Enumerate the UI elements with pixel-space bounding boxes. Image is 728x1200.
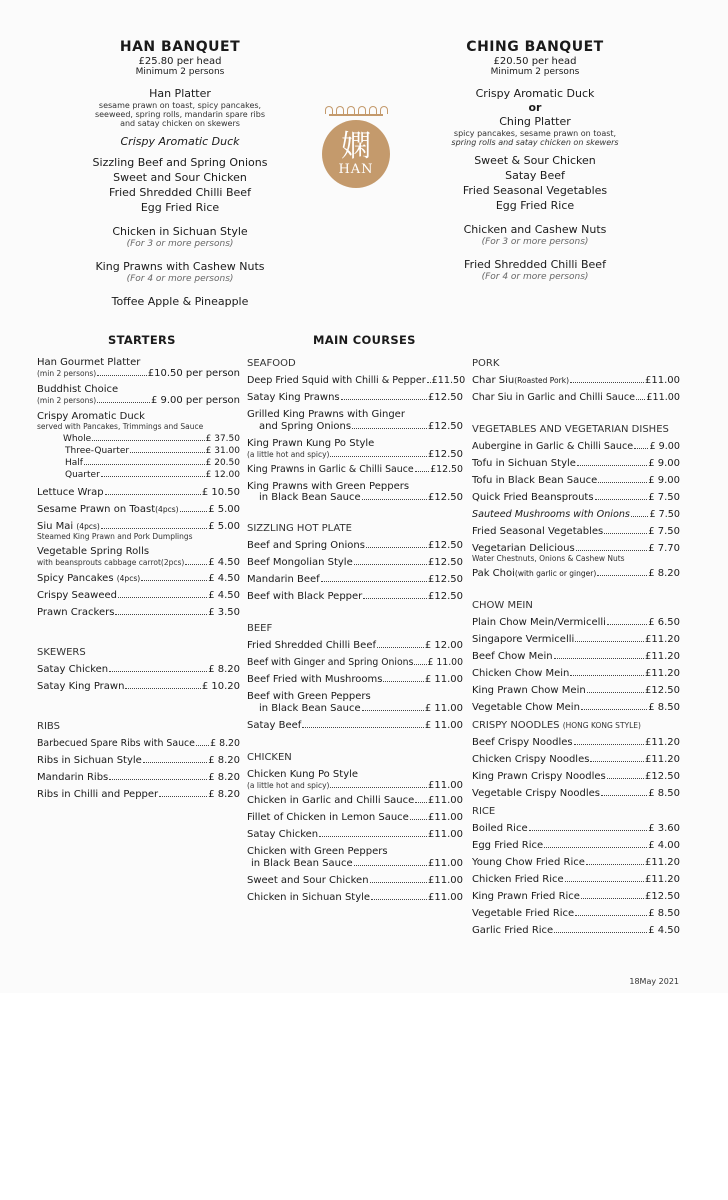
han-platter-desc-1: sesame prawn on toast, spicy pancakes,	[98, 101, 262, 110]
menu-item-han-gourmet: Han Gourmet Platter (min 2 persons) £10.50 per person	[37, 357, 240, 379]
ching-item-5: Chicken and Cashew Nuts	[463, 223, 607, 236]
menu-item-chicken-peppers: Chicken with Green Peppers in Black Bean Sauce £11.00	[247, 846, 463, 869]
logo-text: HAN	[338, 162, 374, 177]
menu-item-mushrooms: Sauteed Mushrooms with Onions £ 7.50	[472, 509, 680, 520]
vegetables-heading: VEGETABLES AND VEGETARIAN DISHES	[472, 424, 669, 435]
menu-item-ginger-beef: Beef with Ginger and Spring Onions £ 11.00	[247, 657, 463, 668]
menu-item-lettuce: Lettuce Wrap £ 10.50	[37, 487, 240, 498]
menu-item-prawn-noodles: King Prawn Crispy Noodles £12.50	[472, 771, 680, 782]
ching-banquet-price: £20.50 per head	[493, 56, 577, 67]
ching-banquet-title: CHING BANQUET	[466, 39, 604, 55]
menu-item-garlic-prawns: King Prawns in Garlic & Chilli Sauce £12.50	[247, 464, 463, 475]
menu-item-seaweed: Crispy Seaweed £ 4.50	[37, 590, 240, 601]
menu-item-mushroom-beef: Beef Fried with Mushrooms £ 11.00	[247, 674, 463, 685]
menu-item-buddhist: Buddhist Choice (min 2 persons) £ 9.00 per person	[37, 384, 240, 406]
han-item-3: Fried Shredded Chilli Beef	[109, 186, 251, 199]
menu-item-chicken-chow-mein: Chicken Chow Mein £11.20	[472, 668, 680, 679]
ching-duck: Crispy Aromatic Duck	[475, 87, 595, 100]
ribs-heading: RIBS	[37, 721, 60, 732]
menu-item-beef-onions: Beef and Spring Onions £12.50	[247, 540, 463, 551]
ching-or: or	[528, 101, 542, 114]
han-duck: Crispy Aromatic Duck	[120, 135, 240, 148]
menu-item-satay-prawn: Satay King Prawn £ 10.20	[37, 681, 240, 692]
menu-item-satay-king-prawns: Satay King Prawns £12.50	[247, 392, 463, 403]
rice-heading: RICE	[472, 806, 496, 817]
ching-banquet-minimum: Minimum 2 persons	[490, 67, 580, 77]
menu-item-sweet-sour-chicken: Sweet and Sour Chicken £11.00	[247, 875, 463, 886]
ching-item-1: Sweet & Sour Chicken	[474, 154, 596, 167]
ching-item-6: Fried Shredded Chilli Beef	[464, 258, 606, 271]
menu-item-prawn-chow-mein: King Prawn Chow Mein £12.50	[472, 685, 680, 696]
han-logo	[321, 100, 391, 188]
menu-item-sesame: Sesame Prawn on Toast(4pcs) £ 5.00	[37, 504, 240, 515]
logo-glyph: 嫻	[341, 129, 371, 164]
menu-item-satay-beef: Satay Beef £ 11.00	[247, 720, 463, 731]
menu-item-crackers: Prawn Crackers £ 3.50	[37, 607, 240, 618]
menu-item-seasonal-veg: Fried Seasonal Vegetables £ 7.50	[472, 526, 680, 537]
han-platter-desc-3: and satay chicken on skewers	[120, 119, 240, 128]
han-item-4: Egg Fried Rice	[140, 201, 220, 214]
menu-item-sichuan-ribs: Ribs in Sichuan Style £ 8.20	[37, 755, 240, 766]
menu-item-veg-delicious: Vegetarian Delicious £ 7.70 Water Chestnuts, Onions & Cashew Nuts	[472, 543, 680, 563]
menu-item-siu-mai: Siu Mai (4pcs) £ 5.00 Steamed King Prawn and Pork Dumplings	[37, 521, 240, 541]
menu-item-beef-chow-mein: Beef Chow Mein £11.20	[472, 651, 680, 662]
menu-item-beansprouts: Quick Fried Beansprouts £ 7.50	[472, 492, 680, 503]
menu-item-chilli-beef: Fried Shredded Chilli Beef £ 12.00	[247, 640, 463, 651]
starters-heading: STARTERS	[108, 333, 176, 347]
ching-item-2: Satay Beef	[505, 169, 565, 182]
menu-item-veg-rolls: Vegetable Spring Rolls with beansprouts cabbage carrot(2pcs) £ 4.50	[37, 546, 240, 568]
menu-item-beef-peppers: Beef with Green Peppers in Black Bean Sauce £ 11.00	[247, 691, 463, 714]
ching-item-4: Egg Fried Rice	[495, 199, 575, 212]
beef-heading: BEEF	[247, 623, 273, 634]
chicken-heading: CHICKEN	[247, 752, 292, 763]
menu-item-veg-noodles: Vegetable Crispy Noodles £ 8.50	[472, 788, 680, 799]
han-banquet-price: £25.80 per head	[138, 56, 222, 67]
menu-item-veg-chow-mein: Vegetable Chow Mein £ 8.50	[472, 702, 680, 713]
ching-banquet	[420, 38, 650, 283]
menu-item-mongolian: Beef Mongolian Style £12.50	[247, 557, 463, 568]
han-dessert: Toffee Apple & Pineapple	[111, 295, 249, 308]
menu-item-veg-rice: Vegetable Fried Rice £ 8.50	[472, 908, 680, 919]
duck-three-quarter: Three-Quarter £ 31.00	[65, 446, 240, 456]
menu-item-prawn-peppers: King Prawns with Green Peppers in Black Bean Sauce £12.50	[247, 481, 463, 503]
han-item-5: Chicken in Sichuan Style	[112, 225, 248, 238]
sizzling-heading: SIZZLING HOT PLATE	[247, 523, 352, 534]
menu-item-garlic-chicken: Chicken in Garlic and Chilli Sauce £11.00	[247, 795, 463, 806]
menu-item-singapore: Singapore Vermicelli £11.20	[472, 634, 680, 645]
han-platter: Han Platter	[149, 87, 211, 100]
menu-item-satay-chicken: Satay Chicken £ 8.20	[37, 664, 240, 675]
menu-item-squid: Deep Fried Squid with Chilli & Pepper £11.50	[247, 375, 466, 386]
menu-item-kung-po-chicken: Chicken Kung Po Style (a little hot and spicy) £11.00	[247, 769, 463, 791]
han-note-6: (For 4 or more persons)	[126, 274, 234, 284]
menu-item-char-siu-garlic: Char Siu in Garlic and Chilli Sauce £11.00	[472, 392, 680, 403]
duck-half: Half £ 20.50	[65, 458, 240, 468]
ching-note-5: (For 3 or more persons)	[481, 237, 589, 247]
menu-item-lemon-chicken: Fillet of Chicken in Lemon Sauce £11.00	[247, 812, 463, 823]
menu-item-plain-chow-mein: Plain Chow Mein/Vermicelli £ 6.50	[472, 617, 680, 628]
menu-item-prawn-rice: King Prawn Fried Rice £12.50	[472, 891, 680, 902]
han-platter-desc-2: seeweed, spring rolls, mandarin spare ribs	[94, 110, 266, 119]
menu-item-beef-noodles: Beef Crispy Noodles £11.20	[472, 737, 680, 748]
menu-item-satay-chicken-main: Satay Chicken £11.00	[247, 829, 463, 840]
han-item-6: King Prawns with Cashew Nuts	[95, 260, 265, 273]
menu-date: 18May 2021	[629, 977, 679, 986]
menu-item-tofu-black-bean: Tofu in Black Bean Sauce £ 9.00	[472, 475, 680, 486]
menu-item-tofu-sichuan: Tofu in Sichuan Style £ 9.00	[472, 458, 680, 469]
han-banquet	[70, 38, 290, 309]
han-banquet-minimum: Minimum 2 persons	[135, 67, 225, 77]
menu-item-chilli-ribs: Ribs in Chilli and Pepper £ 8.20	[37, 789, 240, 800]
menu-item-grilled-prawns: Grilled King Prawns with Ginger and Spring Onions £12.50	[247, 409, 463, 432]
pork-heading: PORK	[472, 358, 500, 369]
menu-item-mandarin-ribs: Mandarin Ribs £ 8.20	[37, 772, 240, 783]
ching-item-3: Fried Seasonal Vegetables	[462, 184, 608, 197]
menu-item-egg-rice: Egg Fried Rice £ 4.00	[472, 840, 680, 851]
menu-item-sichuan-chicken: Chicken in Sichuan Style £11.00	[247, 892, 463, 903]
han-item-1: Sizzling Beef and Spring Onions	[92, 156, 268, 169]
main-courses-column-right	[472, 357, 680, 942]
main-courses-heading: MAIN COURSES	[313, 333, 416, 347]
ching-note-6: (For 4 or more persons)	[481, 272, 589, 282]
menu-item-bbq-ribs: Barbecued Spare Ribs with Sauce £ 8.20	[37, 738, 240, 749]
skewers-heading: SKEWERS	[37, 647, 86, 658]
crown-icon	[321, 100, 391, 114]
duck-whole: Whole £ 37.50	[63, 434, 240, 444]
menu-item-char-siu: Char Siu(Roasted Pork) £11.00	[472, 375, 680, 386]
starters-column	[37, 357, 240, 806]
han-note-5: (For 3 or more persons)	[126, 239, 234, 249]
menu-item-chicken-rice: Chicken Fried Rice £11.20	[472, 874, 680, 885]
menu-item-chicken-noodles: Chicken Crispy Noodles £11.20	[472, 754, 680, 765]
menu-item-pak-choi: Pak Choi(with garlic or ginger) £ 8.20	[472, 568, 680, 579]
han-banquet-title: HAN BANQUET	[119, 39, 241, 55]
logo-seal	[322, 120, 390, 188]
duck-quarter: Quarter £ 12.00	[65, 470, 240, 480]
menu-item-mandarin-beef: Mandarin Beef £12.50	[247, 574, 463, 585]
menu-item-pancakes: Spicy Pancakes (4pcs) £ 4.50	[37, 573, 240, 584]
main-courses-column	[247, 357, 466, 909]
menu-item-boiled-rice: Boiled Rice £ 3.60	[472, 823, 680, 834]
menu-item-black-pepper: Beef with Black Pepper £12.50	[247, 591, 463, 602]
menu-item-kung-po-prawn: King Prawn Kung Po Style (a little hot and spicy) £12.50	[247, 438, 463, 460]
han-item-2: Sweet and Sour Chicken	[113, 171, 247, 184]
ching-platter-desc-2: spring rolls and satay chicken on skewers	[451, 138, 619, 147]
menu-item-garlic-rice: Garlic Fried Rice £ 4.50	[472, 925, 680, 936]
chow-mein-heading: CHOW MEIN	[472, 600, 533, 611]
seafood-heading: SEAFOOD	[247, 358, 296, 369]
menu-item-duck: Crispy Aromatic Duck served with Pancakes, Trimmings and Sauce	[37, 411, 204, 431]
ching-platter: Ching Platter	[499, 115, 571, 128]
crispy-noodles-heading: CRISPY NOODLES (HONG KONG STYLE)	[472, 720, 641, 731]
menu-item-young-chow: Young Chow Fried Rice £11.20	[472, 857, 680, 868]
menu-item-aubergine: Aubergine in Garlic & Chilli Sauce £ 9.00	[472, 441, 680, 452]
ching-platter-desc-1: spicy pancakes, sesame prawn on toast,	[453, 129, 617, 138]
